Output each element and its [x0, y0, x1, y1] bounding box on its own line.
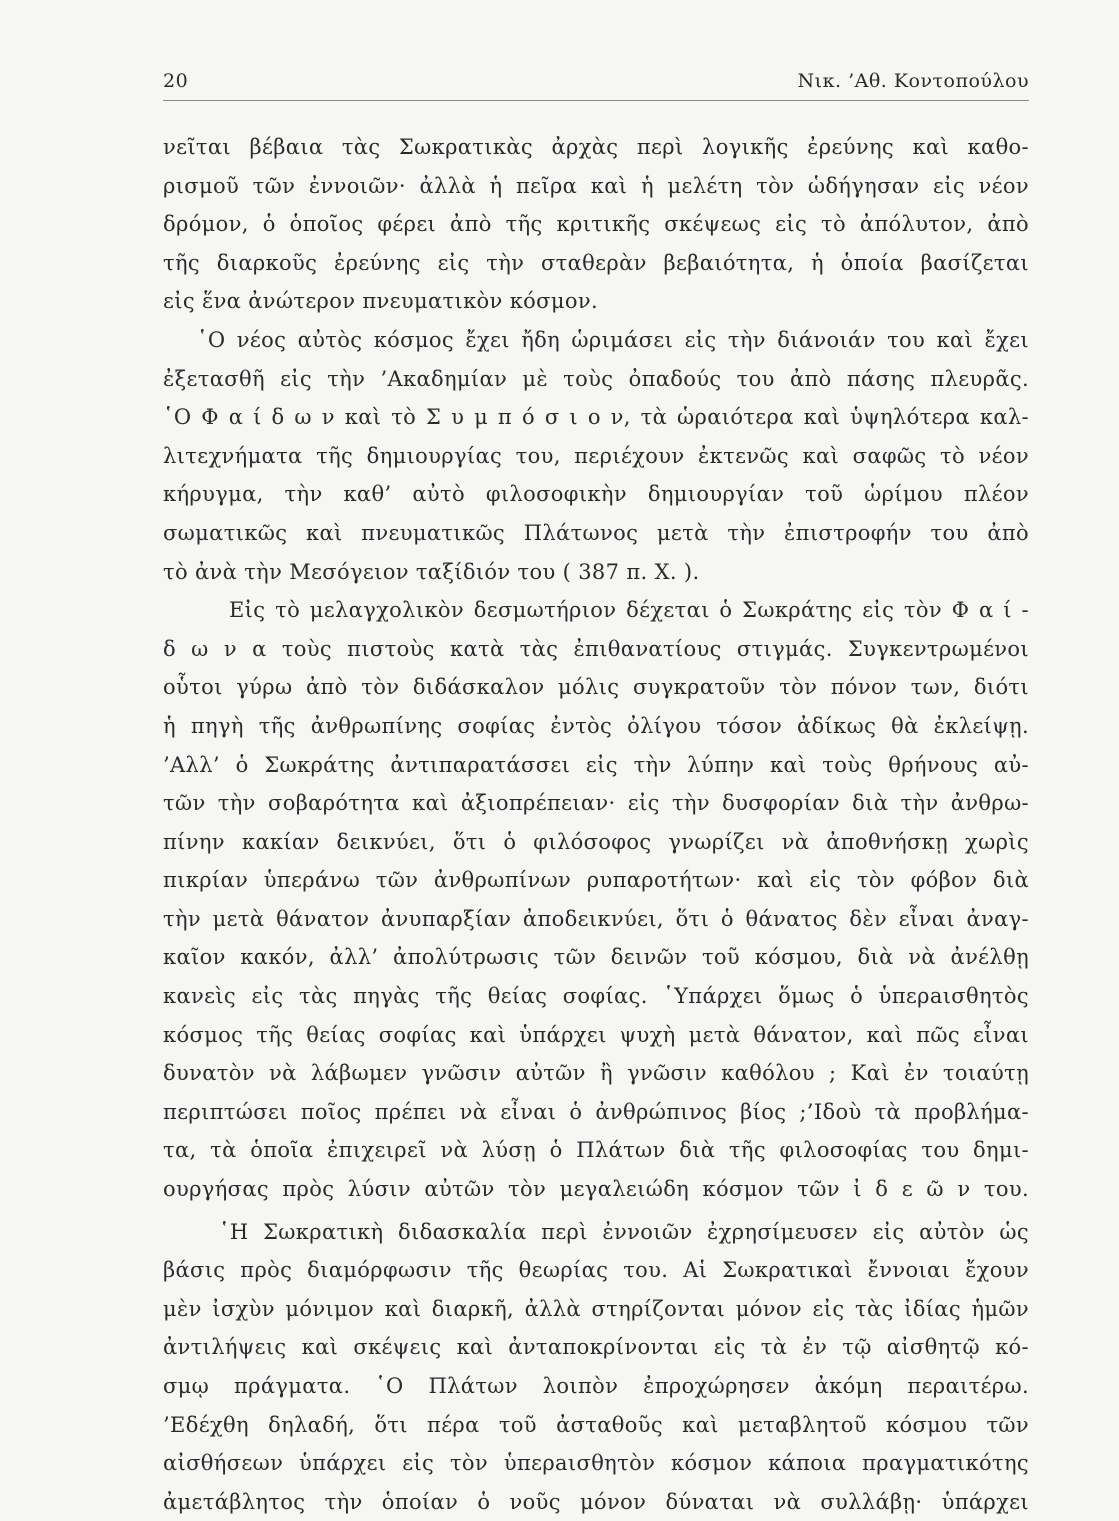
text-line: ἐξετασθῆ εἰς τὴν ’Ακαδημίαν μὲ τοὺς ὀπαδούς του ἀπὸ πάσης πλευρᾶς. [163, 366, 1029, 391]
text-line: λιτεχνήματα τῆς δημιουργίας του, περιέχουν ἐκτενῶς καὶ σαφῶς τὸ νέον [163, 443, 1029, 468]
text-line: τα, τὰ ὁποῖα ἐπιχειρεῖ νὰ λύσῃ ὁ Πλάτων διὰ τῆς φιλοσοφίας του δημι- [163, 1138, 1029, 1163]
text-line: ’Αλλ’ ὁ Σωκράτης ἀντιπαρατάσσει εἰς τὴν λύπην καὶ τοὺς θρήνους αὐ- [163, 752, 1029, 777]
paragraph-start-line: ῾Ο νέος αὐτὸς κόσμος ἔχει ἤδη ὡριμάσει εἰς τὴν διάνοιάν του καὶ ἔχει [197, 327, 1029, 352]
text-line: πικρίαν ὑπεράνω τῶν ἀνθρωπίνων ρυπαροτήτων· καὶ εἰς τὸν φόβον διὰ [163, 868, 1029, 893]
text-line: κανεὶς εἰς τὰς πηγὰς τῆς θείας σοφίας. ῾Υπάρχει ὅμως ὁ ὑπερaισθητὸς [163, 984, 1029, 1009]
text-line: καῖον κακόν, ἀλλ’ ἀπολύτρωσις τῶν δεινῶν τοῦ κόσμου, διὰ νὰ ἀνέλθῃ [163, 945, 1029, 970]
text-line: τῆς διαρκοῦς ἐρεύνης εἰς τὴν σταθερὰν βεβαιότητα, ἡ ὁποία βασίζεται [163, 250, 1029, 275]
text-line: ’Εδέχθη δηλαδή, ὅτι πέρα τοῦ ἀσταθοῦς καὶ μεταβλητοῦ κόσμου τῶν [163, 1412, 1029, 1437]
body-text [163, 128, 1029, 1521]
text-line: σωματικῶς καὶ πνευματικῶς Πλάτωνος μετὰ τὴν ἐπιστροφήν του ἀπὸ [163, 520, 1029, 545]
text-line: αἰσθήσεων ὑπάρχει εἰς τὸν ὑπερaισθητὸν κόσμον κάποια πραγματικότης [163, 1451, 1029, 1476]
text-line: μὲν ἰσχὺν μόνιμον καὶ διαρκῆ, ἀλλὰ στηρίζονται μόνον εἰς τὰς ἰδίας ἡμῶν [163, 1296, 1029, 1321]
text-line: σμῳ πράγματα. ῾Ο Πλάτων λοιπὸν ἐπροχώρησεν ἀκόμη περαιτέρω. [163, 1374, 1029, 1398]
text-line: περιπτώσει ποῖος πρέπει νὰ εἶναι ὁ ἀνθρώπινος βίος ;’Ιδοὺ τὰ προβλήμα- [163, 1099, 1029, 1124]
text-line: ουργήσας πρὸς λύσιν αὐτῶν τὸν μεγαλειώδη κόσμον τῶν ἰ δ ε ῶ ν του. [163, 1177, 1029, 1202]
text-line: τὸ ἀνὰ τὴν Μεσόγειον ταξίδιόν του ( 387 π. Χ. ). [163, 559, 700, 584]
text-line: νεῖται βέβαια τὰς Σωκρατικὰς ἀρχὰς περὶ λογικῆς ἐρεύνης καὶ καθο- [163, 135, 1029, 159]
text-line: δυνατὸν νὰ λάβωμεν γνῶσιν αὐτῶν ἢ γνῶσιν καθόλου ; Καὶ ἐν τοιαύτῃ [163, 1061, 1029, 1086]
text-line: ῾Ο Φ α ί δ ω ν καὶ τὸ Σ υ μ π ό σ ι ο ν, τὰ ὡραιότερα καὶ ὑψηλότερα καλ- [163, 405, 1029, 430]
text-line: εἰς ἕνα ἀνώτερον πνευματικὸν κόσμον. [163, 289, 598, 314]
text-line: βάσις πρὸς διαμόρφωσιν τῆς θεωρίας του. Αἱ Σωκρατικαὶ ἔννοιαι ἔχουν [163, 1258, 1029, 1283]
running-head [163, 66, 1029, 101]
text-line: κόσμος τῆς θείας σοφίας καὶ ὑπάρχει ψυχὴ μετὰ θάνατον, καὶ πῶς εἶναι [163, 1022, 1029, 1047]
text-line: τὴν μετὰ θάνατον ἀνυπαρξίαν ἀποδεικνύει, ὅτι ὁ θάνατος δὲν εἶναι ἀναγ- [163, 906, 1029, 931]
text-line: ἀντιλήψεις καὶ σκέψεις καὶ ἀνταποκρίνονται εἰς τὰ ἐν τῷ αἰσθητῷ κό- [163, 1335, 1029, 1360]
author-running-title: Νικ. ’Αθ. Κοντοπούλου [797, 70, 1029, 92]
text-line: δρόμον, ὁ ὁποῖος φέρει ἀπὸ τῆς κριτικῆς σκέψεως εἰς τὸ ἀπόλυτον, ἀπὸ [163, 212, 1029, 237]
text-line: ἡ πηγὴ τῆς ἀνθρωπίνης σοφίας ἐντὸς ὀλίγου τόσον ἀδίκως θὰ ἐκλείψῃ. [163, 713, 1029, 738]
text-line: οὗτοι γύρω ἀπὸ τὸν διδάσκαλον μόλις συγκρατοῦν τὸν πόνον των, διότι [163, 675, 1029, 700]
paragraph-start-line: ῾Η Σωκρατικὴ διδασκαλία περὶ ἐννοιῶν ἐχρησίμευσεν εἰς αὐτὸν ὡς [219, 1219, 1029, 1244]
text-line: τῶν τὴν σοβαρότητα καὶ ἀξιοπρέπειαν· εἰς τὴν δυσφορίαν διὰ τὴν ἀνθρω- [163, 791, 1029, 816]
text-line: ἀμετάβλητος τὴν ὁποίαν ὁ νοῦς μόνον δύναται νὰ συλλάβῃ· ὑπάρχει [163, 1489, 1029, 1514]
text-line: ρισμοῦ τῶν ἐννοιῶν· ἀλλὰ ἡ πεῖρα καὶ ἡ μελέτη τὸν ὡδήγησαν εἰς νέον [163, 173, 1029, 198]
text-line: πίνην κακίαν δεικνύει, ὅτι ὁ φιλόσοφος γνωρίζει νὰ ἀποθνήσκῃ χωρὶς [163, 829, 1029, 854]
text-line: κήρυγμα, τὴν καθ’ αὐτὸ φιλοσοφικὴν δημιουργίαν τοῦ ὡρίμου πλέον [163, 482, 1029, 507]
paragraph-start-line: Εἰς τὸ μελαγχολικὸν δεσμωτήριον δέχεται ὁ Σωκράτης εἰς τὸν Φ α ί - [229, 598, 1029, 623]
text-line: δ ω ν α τοὺς πιστοὺς κατὰ τὰς ἐπιθανατίους στιγμάς. Συγκεντρωμένοι [163, 636, 1029, 661]
page-number: 20 [163, 70, 189, 92]
